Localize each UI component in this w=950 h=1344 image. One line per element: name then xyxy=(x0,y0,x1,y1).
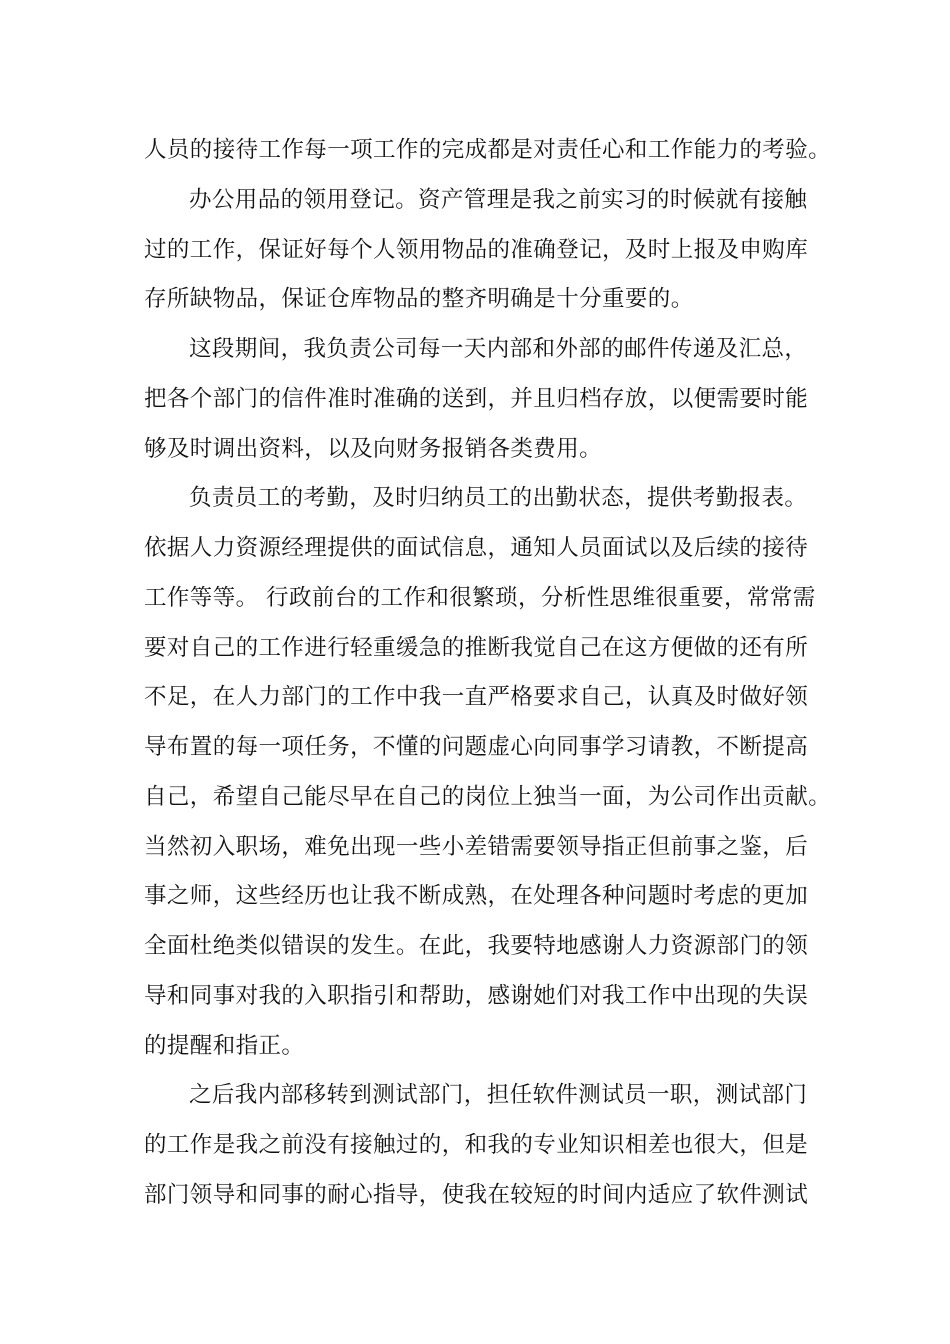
text-line: 的工作是我之前没有接触过的，和我的专业知识相差也很大，但是 xyxy=(144,1132,809,1158)
text-line: 导和同事对我的入职指引和帮助，感谢她们对我工作中出现的失误 xyxy=(144,983,809,1009)
text-line: 工作等等。 行政前台的工作和很繁琐，分析性思维很重要，常常需 xyxy=(144,585,816,611)
text-line: 人员的接待工作每一项工作的完成都是对责任心和工作能力的考验。 xyxy=(144,137,832,163)
text-line: 当然初入职场，难免出现一些小差错需要领导指正但前事之鉴，后 xyxy=(144,834,809,860)
text-line: 把各个部门的信件准时准确的送到，并且归档存放，以便需要时能 xyxy=(144,386,809,412)
text-line: 过的工作，保证好每个人领用物品的准确登记，及时上报及申购库 xyxy=(144,237,809,263)
text-line: 自己，希望自己能尽早在自己的岗位上独当一面，为公司作出贡献。 xyxy=(144,784,832,810)
text-line: 存所缺物品，保证仓库物品的整齐明确是十分重要的。 xyxy=(144,286,694,312)
paragraph-start-line: 这段期间，我负责公司每一天内部和外部的邮件传递及汇总， xyxy=(189,336,808,362)
text-line: 依据人力资源经理提供的面试信息，通知人员面试以及后续的接待 xyxy=(144,535,809,561)
text-line: 够及时调出资料，以及向财务报销各类费用。 xyxy=(144,436,603,462)
paragraph-start-line: 之后我内部移转到测试部门，担任软件测试员一职，测试部门 xyxy=(189,1082,808,1108)
text-line: 的提醒和指正。 xyxy=(144,1033,305,1059)
text-line: 导布置的每一项任务，不懂的问题虚心向同事学习请教，不断提高 xyxy=(144,734,809,760)
paragraph-start-line: 办公用品的领用登记。资产管理是我之前实习的时候就有接触 xyxy=(189,187,808,213)
text-line: 不足，在人力部门的工作中我一直严格要求自己，认真及时做好领 xyxy=(144,684,809,710)
text-line: 事之师，这些经历也让我不断成熟，在处理各种问题时考虑的更加 xyxy=(144,883,809,909)
paragraph-start-line: 负责员工的考勤，及时归纳员工的出勤状态，提供考勤报表。 xyxy=(189,485,808,511)
text-line: 部门领导和同事的耐心指导，使我在较短的时间内适应了软件测试 xyxy=(144,1182,809,1208)
text-line: 要对自己的工作进行轻重缓急的推断我觉自己在这方便做的还有所 xyxy=(144,635,809,661)
text-line: 全面杜绝类似错误的发生。在此，我要特地感谢人力资源部门的领 xyxy=(144,933,809,959)
